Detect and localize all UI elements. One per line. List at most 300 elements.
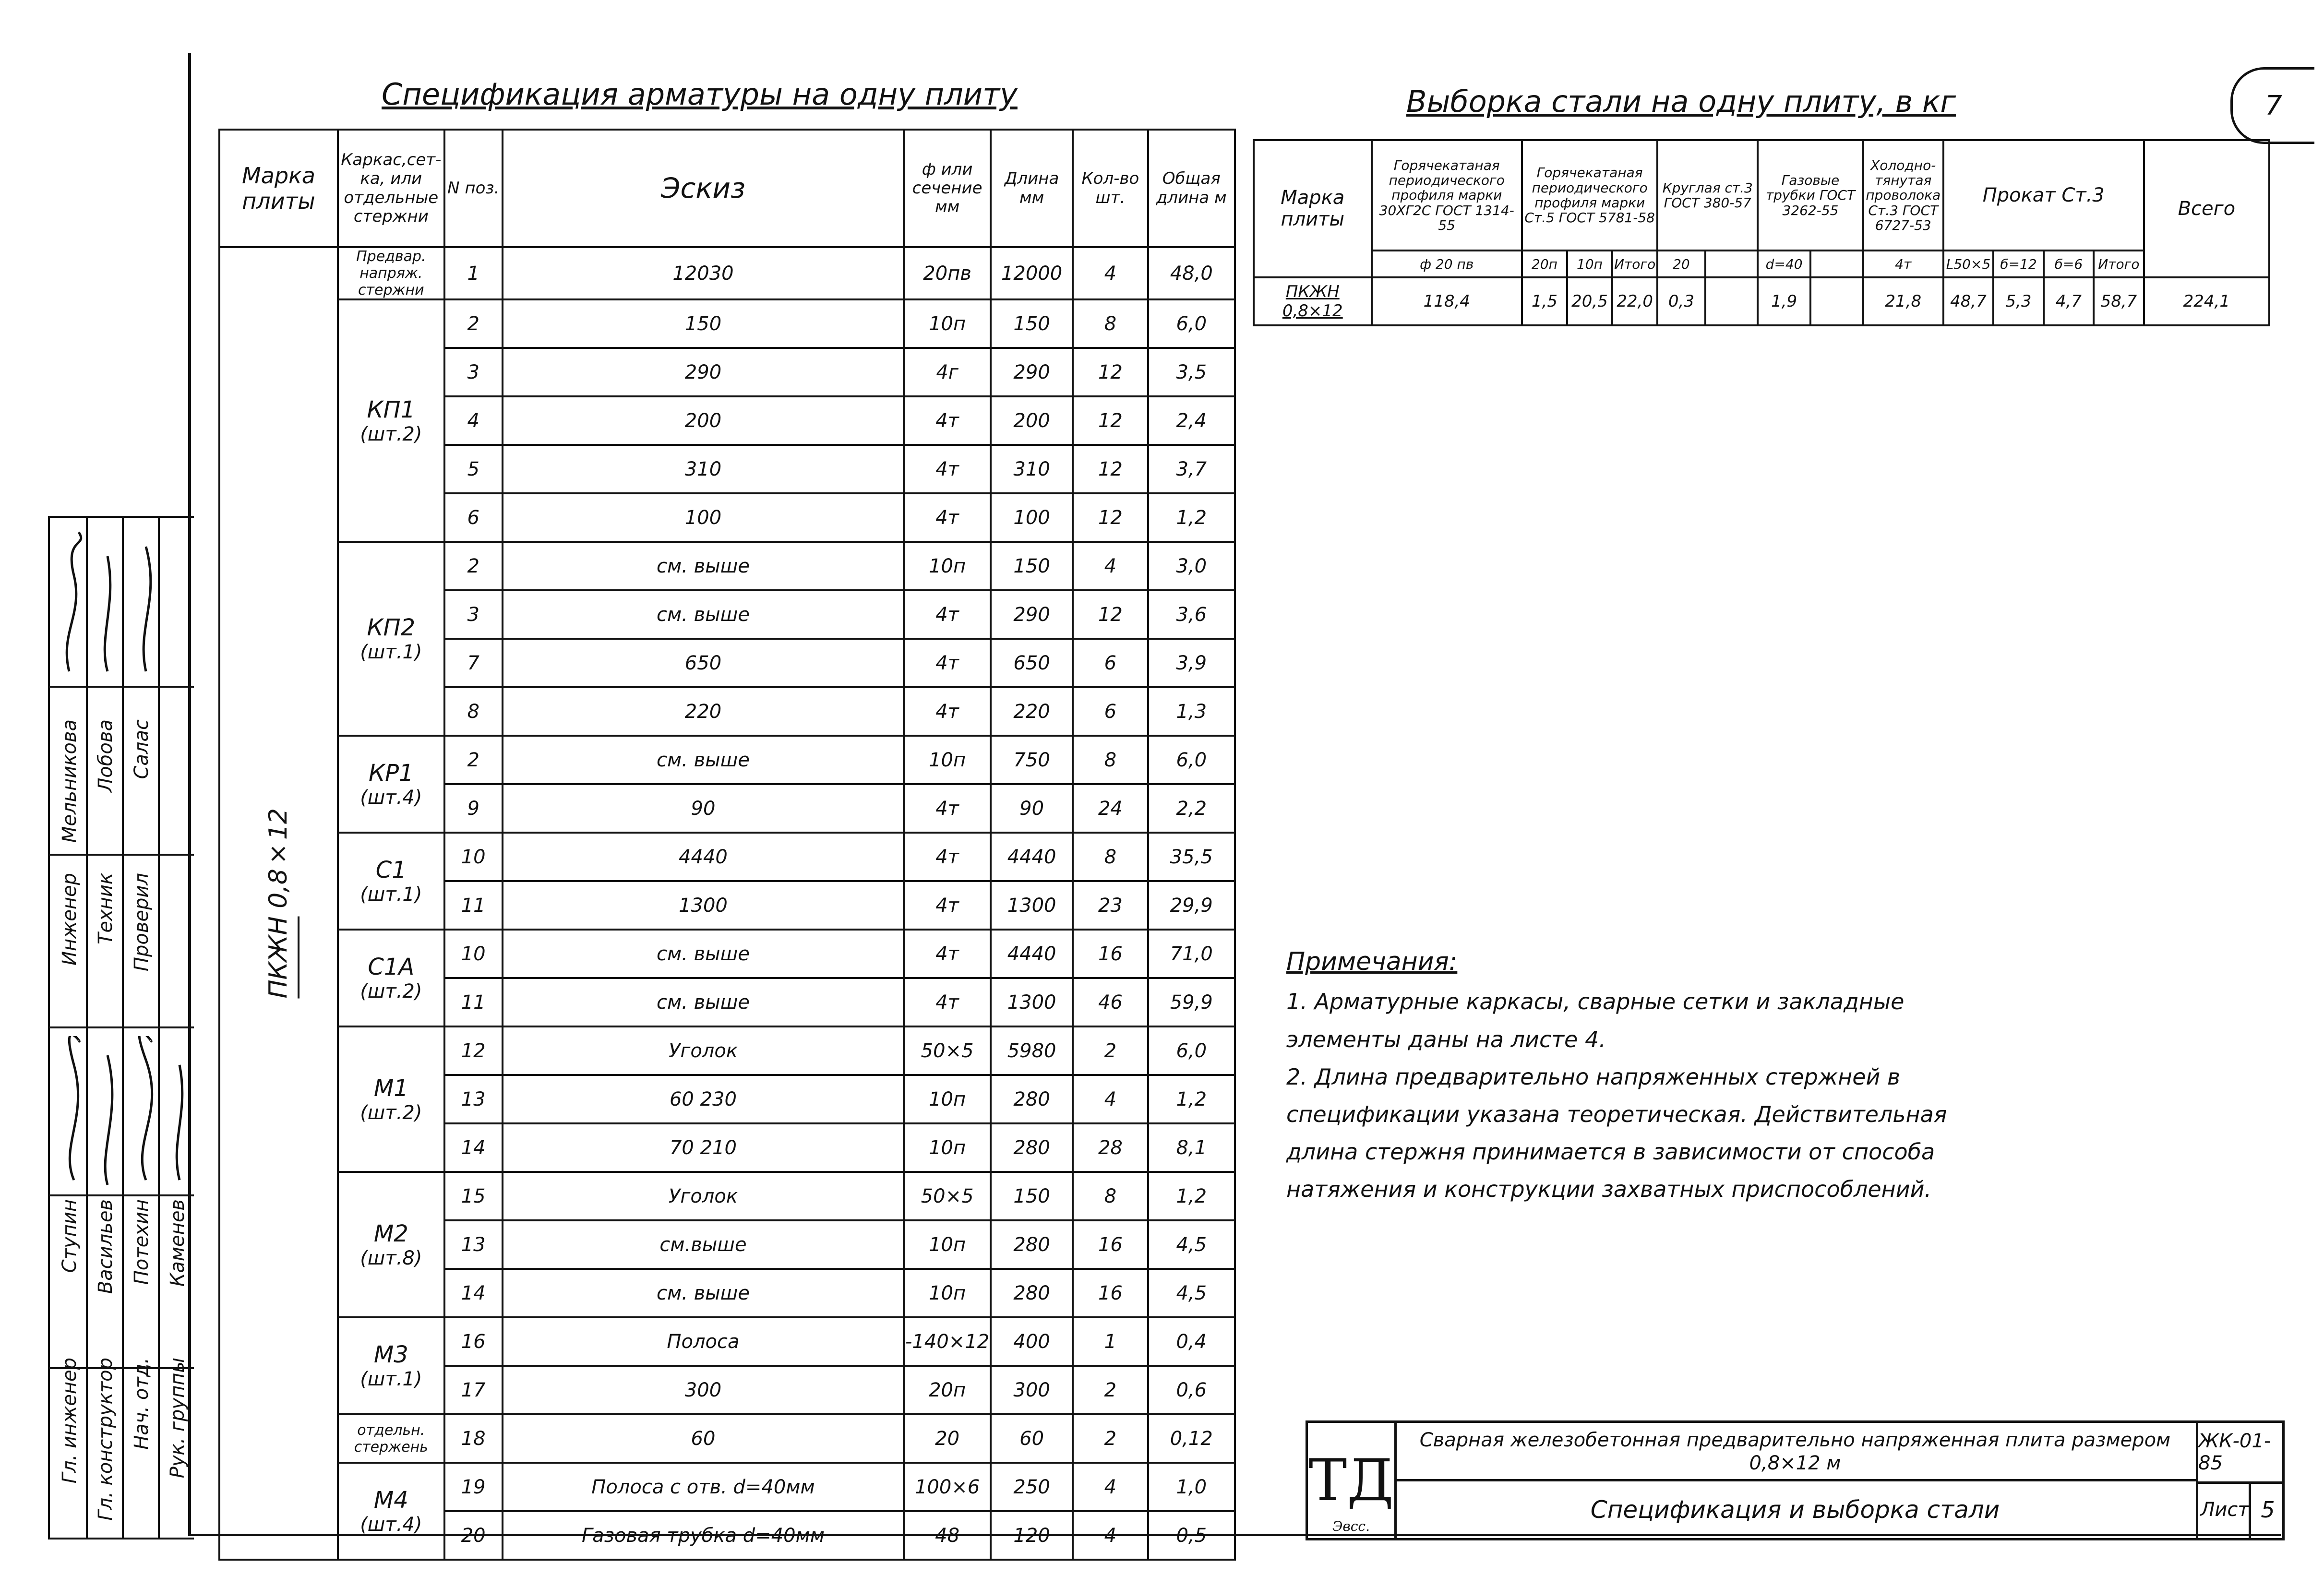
length-cell: 1300 [991, 881, 1073, 930]
assembly-cell [338, 247, 444, 299]
sheet-number: 5 [2249, 1481, 2285, 1538]
quantity-cell: 12 [1073, 493, 1148, 542]
sketch-cell [503, 930, 904, 978]
sel-subheader-cell: б=12 [1993, 251, 2043, 277]
length-cell: 650 [991, 639, 1073, 687]
sheet-label: Лист [2196, 1481, 2251, 1538]
sel-hdr-total: Всего [2144, 140, 2269, 277]
total-length-cell: 0,12 [1148, 1414, 1235, 1463]
spec-body [219, 247, 1235, 1560]
total-length-cell: 1,2 [1148, 493, 1235, 542]
sketch-cell [503, 396, 904, 445]
pos-cell: 8 [444, 687, 503, 736]
total-length-cell: 1,3 [1148, 687, 1235, 736]
hdr-kol: Кол-во шт. [1073, 130, 1148, 247]
quantity-cell: 23 [1073, 881, 1148, 930]
quantity-cell: 8 [1073, 833, 1148, 881]
sel-value-cell: 48,7 [1943, 277, 1993, 325]
role-4: Рук. группы [167, 1358, 189, 1479]
sketch-label: 12030 [672, 262, 734, 285]
diameter-cell: 4т [904, 881, 991, 930]
assembly-qty: (шт.8) [360, 1247, 422, 1269]
sketch-cell [503, 299, 904, 348]
spec-title: Спецификация арматуры на одну плиту [382, 77, 1018, 112]
diameter-cell: 4т [904, 687, 991, 736]
spec-row [219, 299, 1235, 348]
total-length-cell: 2,2 [1148, 784, 1235, 833]
length-cell: 290 [991, 348, 1073, 396]
length-cell: 60 [991, 1414, 1073, 1463]
diameter-cell: 4т [904, 445, 991, 493]
sketch-cell [503, 1366, 904, 1414]
assembly-name: КР1 [369, 760, 414, 787]
assembly-name: М3 [373, 1341, 408, 1368]
signatures-top [55, 527, 189, 681]
sel-subheader-cell: 4т [1863, 251, 1943, 277]
assembly-name: С1 [375, 857, 407, 883]
institute-logo [1308, 1423, 1397, 1538]
assembly-name: КП2 [367, 614, 416, 641]
length-cell: 280 [991, 1123, 1073, 1172]
plate-mark-cell [219, 247, 338, 1560]
pos-cell: 14 [444, 1269, 503, 1317]
sketch-label: см. выше [656, 555, 750, 577]
diameter-cell: 4т [904, 784, 991, 833]
sketch-cell [503, 493, 904, 542]
role2-2: Техник [95, 873, 117, 945]
length-cell: 250 [991, 1463, 1073, 1511]
length-cell: 5980 [991, 1026, 1073, 1075]
role-2: Гл. конструктор [95, 1358, 117, 1521]
pos-cell: 2 [444, 299, 503, 348]
quantity-cell: 28 [1073, 1123, 1148, 1172]
length-cell: 4440 [991, 930, 1073, 978]
total-length-cell: 1,2 [1148, 1075, 1235, 1123]
pos-cell: 11 [444, 881, 503, 930]
name-3: Потехин [131, 1199, 153, 1285]
sel-hdr-b: Горячекатаная периодического профиля марки Ст.5 ГОСТ 5781-58 [1522, 140, 1657, 251]
sel-subheader-cell: Итого [1612, 251, 1657, 277]
assembly-cell [338, 1317, 444, 1414]
role2-3: Проверил [131, 873, 153, 972]
quantity-cell: 2 [1073, 1366, 1148, 1414]
assembly-name: С1А [368, 954, 415, 980]
sketch-cell [503, 1511, 904, 1560]
length-cell: 280 [991, 1220, 1073, 1269]
sketch-cell [503, 1075, 904, 1123]
sketch-label: см. выше [656, 1282, 750, 1304]
hdr-marka: Марка плиты [219, 130, 338, 247]
diameter-cell: 10п [904, 1269, 991, 1317]
notes-title: Примечания: [1286, 947, 1458, 976]
quantity-cell: 16 [1073, 930, 1148, 978]
diameter-cell: 10п [904, 1123, 991, 1172]
quantity-cell: 8 [1073, 1172, 1148, 1220]
assembly-name: М4 [373, 1487, 408, 1514]
total-length-cell: 1,2 [1148, 1172, 1235, 1220]
spec-row [219, 1463, 1235, 1511]
total-length-cell: 29,9 [1148, 881, 1235, 930]
sketch-cell [503, 445, 904, 493]
logo-letters: ТД [1308, 1447, 1394, 1514]
assembly-qty: (шт.1) [360, 1368, 422, 1390]
sketch-label: см.выше [659, 1233, 747, 1256]
sel-subheader-cell [1705, 251, 1758, 277]
sketch-label: см. выше [656, 991, 750, 1014]
sketch-label: см. выше [656, 943, 750, 965]
spec-row [219, 542, 1235, 590]
length-cell: 310 [991, 445, 1073, 493]
sketch-cell [503, 881, 904, 930]
pos-cell: 11 [444, 978, 503, 1026]
sketch-cell [503, 687, 904, 736]
spec-row [219, 247, 1235, 299]
quantity-cell: 12 [1073, 590, 1148, 639]
side-divider-2 [50, 854, 194, 856]
sketch-cell [503, 1463, 904, 1511]
assembly-qty: (шт.1) [360, 883, 422, 906]
sel-subheader-row [1254, 251, 2269, 277]
sel-subheader-cell: L50×5 [1943, 251, 1993, 277]
pos-cell: 2 [444, 736, 503, 784]
length-cell: 220 [991, 687, 1073, 736]
hdr-pos: N поз. [444, 130, 503, 247]
sel-value-cell: 118,4 [1372, 277, 1522, 325]
diameter-cell: 10п [904, 299, 991, 348]
spec-row [219, 1026, 1235, 1075]
hdr-obsh: Общая длина м [1148, 130, 1235, 247]
pos-cell: 14 [444, 1123, 503, 1172]
sel-value-cell: 58,7 [2094, 277, 2144, 325]
diameter-cell: 4т [904, 590, 991, 639]
sketch-cell [503, 1123, 904, 1172]
quantity-cell: 24 [1073, 784, 1148, 833]
sel-data-row [1254, 277, 2269, 325]
selection-table [1253, 139, 2270, 326]
sketch-label: Полоса с отв. d=40мм [591, 1476, 815, 1498]
sketch-cell [503, 1269, 904, 1317]
sel-subheader-cell [1810, 251, 1863, 277]
assembly-qty: (шт.4) [360, 787, 422, 809]
sketch-label: Газовая трубка d=40мм [581, 1524, 825, 1547]
length-cell: 400 [991, 1317, 1073, 1366]
assembly-cell [338, 1026, 444, 1172]
quantity-cell: 8 [1073, 299, 1148, 348]
note-2: 2. Длина предварительно напряженных стержней в спецификации указана теоретическая. Действительная длина стержня принимается в зависимости от способа натяжения и конструкции захватных приспособлений. [1286, 1063, 1947, 1203]
sel-subheader-cell: Итого [2094, 251, 2144, 277]
quantity-cell: 16 [1073, 1220, 1148, 1269]
length-cell: 750 [991, 736, 1073, 784]
pos-cell: 13 [444, 1220, 503, 1269]
total-length-cell: 0,4 [1148, 1317, 1235, 1366]
total-length-cell: 71,0 [1148, 930, 1235, 978]
name-2: Васильев [95, 1199, 117, 1294]
spec-row [219, 1414, 1235, 1463]
sketch-cell [503, 1172, 904, 1220]
spec-row [219, 1317, 1235, 1366]
sel-subheader-cell: d=40 [1758, 251, 1810, 277]
pos-cell: 1 [444, 247, 503, 299]
diameter-cell: 10п [904, 736, 991, 784]
length-cell: 4440 [991, 833, 1073, 881]
spec-table [218, 129, 1236, 1561]
pos-cell: 18 [444, 1414, 503, 1463]
selection-title: Выборка стали на одну плиту, в кг [1406, 84, 1956, 119]
role-3: Нач. отд. [131, 1358, 153, 1450]
total-length-cell: 6,0 [1148, 299, 1235, 348]
pos-cell: 19 [444, 1463, 503, 1511]
total-length-cell: 35,5 [1148, 833, 1235, 881]
sketch-label: 100 [684, 506, 722, 529]
sel-value-cell: 1,9 [1758, 277, 1810, 325]
sketch-cell [503, 590, 904, 639]
quantity-cell: 6 [1073, 687, 1148, 736]
sketch-label: см. выше [656, 749, 750, 771]
assembly-name: Предвар. напряж. стержни [356, 248, 426, 298]
sel-hdr-a: Горячекатаная периодического профиля марки 30ХГ2С ГОСТ 1314-55 [1372, 140, 1522, 251]
length-cell: 12000 [991, 247, 1073, 299]
sel-value-cell [1810, 277, 1863, 325]
assembly-qty: (шт.2) [360, 423, 422, 445]
assembly-cell [338, 1414, 444, 1463]
length-cell: 1300 [991, 978, 1073, 1026]
name2-1: Мельникова [59, 719, 81, 843]
assembly-qty: (шт.4) [360, 1514, 422, 1536]
sketch-cell [503, 247, 904, 299]
assembly-cell [338, 299, 444, 542]
quantity-cell: 4 [1073, 542, 1148, 590]
pos-cell: 7 [444, 639, 503, 687]
sel-value-cell: 21,8 [1863, 277, 1943, 325]
sketch-cell [503, 1317, 904, 1366]
length-cell: 300 [991, 1366, 1073, 1414]
pos-cell: 20 [444, 1511, 503, 1560]
assembly-name: М2 [373, 1220, 408, 1247]
quantity-cell: 4 [1073, 1463, 1148, 1511]
sketch-label: 70 210 [669, 1136, 737, 1159]
name-4: Каменев [167, 1199, 189, 1287]
spec-row [219, 736, 1235, 784]
sel-hdr-marka: Марка плиты [1254, 140, 1372, 277]
hdr-phi: ф или сечение мм [904, 130, 991, 247]
total-length-cell: 6,0 [1148, 736, 1235, 784]
sketch-label: 1300 [679, 894, 728, 917]
pos-cell: 4 [444, 396, 503, 445]
quantity-cell: 8 [1073, 736, 1148, 784]
sketch-cell [503, 1220, 904, 1269]
name2-2: Лобова [95, 719, 117, 792]
sketch-cell [503, 736, 904, 784]
sel-hdr-e: Холодно-тянутая проволока Ст.3 ГОСТ 6727-53 [1863, 140, 1943, 251]
role-1: Гл. инженер [59, 1358, 81, 1484]
pos-cell: 2 [444, 542, 503, 590]
assembly-qty: (шт.2) [360, 980, 422, 1002]
quantity-cell: 12 [1073, 445, 1148, 493]
sketch-cell [503, 542, 904, 590]
spec-row [219, 833, 1235, 881]
plate-size: 0,8×12 [264, 808, 293, 909]
quantity-cell: 4 [1073, 247, 1148, 299]
sel-value-cell [1705, 277, 1758, 325]
sketch-label: 150 [684, 312, 722, 335]
total-length-cell: 4,5 [1148, 1220, 1235, 1269]
length-cell: 290 [991, 590, 1073, 639]
length-cell: 120 [991, 1511, 1073, 1560]
assembly-cell [338, 1172, 444, 1317]
quantity-cell: 6 [1073, 639, 1148, 687]
project-description: Сварная железобетонная предварительно напряженная плита размером 0,8×12 м [1394, 1423, 2196, 1481]
quantity-cell: 1 [1073, 1317, 1148, 1366]
sketch-cell [503, 833, 904, 881]
hdr-karkas: Каркас,сет-ка, или отдельные стержни [338, 130, 444, 247]
diameter-cell: 100×6 [904, 1463, 991, 1511]
diameter-cell: 10п [904, 542, 991, 590]
diameter-cell: 4т [904, 396, 991, 445]
sketch-label: 200 [684, 409, 722, 432]
total-length-cell: 3,0 [1148, 542, 1235, 590]
length-cell: 200 [991, 396, 1073, 445]
side-divider-5 [50, 1367, 194, 1369]
sheet-title: Спецификация и выборка стали [1590, 1496, 2000, 1524]
sel-subheader-cell: 20п [1522, 251, 1567, 277]
sel-value-cell: 22,0 [1612, 277, 1657, 325]
project-code: ЖК-01-85 [2196, 1423, 2285, 1484]
quantity-cell: 2 [1073, 1026, 1148, 1075]
sketch-cell [503, 1414, 904, 1463]
sel-subheader-cell: 20 [1657, 251, 1705, 277]
diameter-cell: 20пв [904, 247, 991, 299]
assembly-name: КП1 [367, 396, 416, 423]
sel-row-mark: ПКЖН 0,8×12 [1254, 277, 1372, 325]
diameter-cell: 4т [904, 833, 991, 881]
title-block [1306, 1420, 2285, 1540]
hdr-dlina: Длина мм [991, 130, 1073, 247]
diameter-cell: 4т [904, 978, 991, 1026]
assembly-name: М1 [373, 1074, 408, 1102]
assembly-cell [338, 930, 444, 1026]
diameter-cell: -140×12 [904, 1317, 991, 1366]
total-length-cell: 3,6 [1148, 590, 1235, 639]
notes [1286, 941, 2006, 1208]
sketch-label: 300 [684, 1379, 722, 1401]
diameter-cell: 20 [904, 1414, 991, 1463]
sketch-label: 90 [691, 797, 716, 820]
assembly-name: отдельн. стержень [354, 1421, 428, 1456]
sel-hdr-c: Круглая ст.3 ГОСТ 380-57 [1657, 140, 1758, 251]
quantity-cell: 16 [1073, 1269, 1148, 1317]
total-length-cell: 3,7 [1148, 445, 1235, 493]
sketch-label: 290 [684, 361, 722, 383]
sel-hdr-f: Прокат Ст.3 [1943, 140, 2144, 251]
diameter-cell: 48 [904, 1511, 991, 1560]
hdr-eskiz: Эскиз [503, 130, 904, 247]
pos-cell: 6 [444, 493, 503, 542]
diameter-cell: 50×5 [904, 1026, 991, 1075]
diameter-cell: 4т [904, 930, 991, 978]
pos-cell: 10 [444, 930, 503, 978]
corner-sheet-number: 7 [2230, 67, 2314, 144]
sel-hdr-d: Газовые трубки ГОСТ 3262-55 [1758, 140, 1863, 251]
total-length-cell: 59,9 [1148, 978, 1235, 1026]
total-length-cell: 3,9 [1148, 639, 1235, 687]
length-cell: 150 [991, 299, 1073, 348]
quantity-cell: 4 [1073, 1511, 1148, 1560]
total-length-cell: 6,0 [1148, 1026, 1235, 1075]
sketch-cell [503, 348, 904, 396]
assembly-qty: (шт.2) [360, 1101, 422, 1124]
pos-cell: 5 [444, 445, 503, 493]
sketch-label: см. выше [656, 603, 750, 626]
name-1: Ступин [59, 1199, 81, 1273]
diameter-cell: 4г [904, 348, 991, 396]
sel-value-cell: 4,7 [2044, 277, 2094, 325]
side-divider-4 [50, 1194, 194, 1196]
sel-subheader-cell: б=6 [2044, 251, 2094, 277]
spec-row [219, 930, 1235, 978]
sketch-label: 4440 [679, 846, 728, 868]
diameter-cell: 4т [904, 639, 991, 687]
sketch-label: 650 [684, 652, 722, 674]
assembly-qty: (шт.1) [360, 641, 422, 663]
sketch-cell [503, 639, 904, 687]
logo-sub: Эвсс. [1332, 1518, 1370, 1534]
assembly-cell [338, 833, 444, 930]
total-length-cell: 8,1 [1148, 1123, 1235, 1172]
length-cell: 280 [991, 1269, 1073, 1317]
pos-cell: 16 [444, 1317, 503, 1366]
pos-cell: 10 [444, 833, 503, 881]
assembly-cell [338, 542, 444, 736]
length-cell: 150 [991, 542, 1073, 590]
assembly-cell [338, 1463, 444, 1560]
sketch-label: Уголок [668, 1039, 738, 1062]
length-cell: 150 [991, 1172, 1073, 1220]
diameter-cell: 4т [904, 493, 991, 542]
pos-cell: 13 [444, 1075, 503, 1123]
quantity-cell: 4 [1073, 1075, 1148, 1123]
diameter-cell: 10п [904, 1220, 991, 1269]
sel-value-cell: 1,5 [1522, 277, 1567, 325]
pos-cell: 3 [444, 590, 503, 639]
pos-cell: 3 [444, 348, 503, 396]
plate-mark: ПКЖН [264, 917, 299, 999]
spec-row [219, 1172, 1235, 1220]
length-cell: 280 [991, 1075, 1073, 1123]
sel-subheader-cell: 10п [1567, 251, 1612, 277]
total-length-cell: 0,6 [1148, 1366, 1235, 1414]
quantity-cell: 46 [1073, 978, 1148, 1026]
quantity-cell: 12 [1073, 348, 1148, 396]
signatures-bottom [55, 1036, 189, 1190]
length-cell: 100 [991, 493, 1073, 542]
total-length-cell: 48,0 [1148, 247, 1235, 299]
note-1: 1. Арматурные каркасы, сварные сетки и закладные элементы даны на листе 4. [1286, 989, 1905, 1052]
sketch-cell [503, 1026, 904, 1075]
sketch-label: Полоса [667, 1330, 740, 1353]
pos-cell: 15 [444, 1172, 503, 1220]
total-length-cell: 1,0 [1148, 1463, 1235, 1511]
side-signature-stamp [48, 516, 194, 1539]
sketch-cell [503, 784, 904, 833]
length-cell: 90 [991, 784, 1073, 833]
sketch-label: 220 [684, 700, 722, 723]
side-divider-3 [50, 1026, 194, 1028]
sel-value-cell: 0,3 [1657, 277, 1705, 325]
sketch-label: 310 [684, 458, 722, 480]
side-divider-1 [50, 686, 194, 688]
sketch-label: 60 230 [669, 1088, 737, 1110]
sel-value-cell: 224,1 [2144, 277, 2269, 325]
